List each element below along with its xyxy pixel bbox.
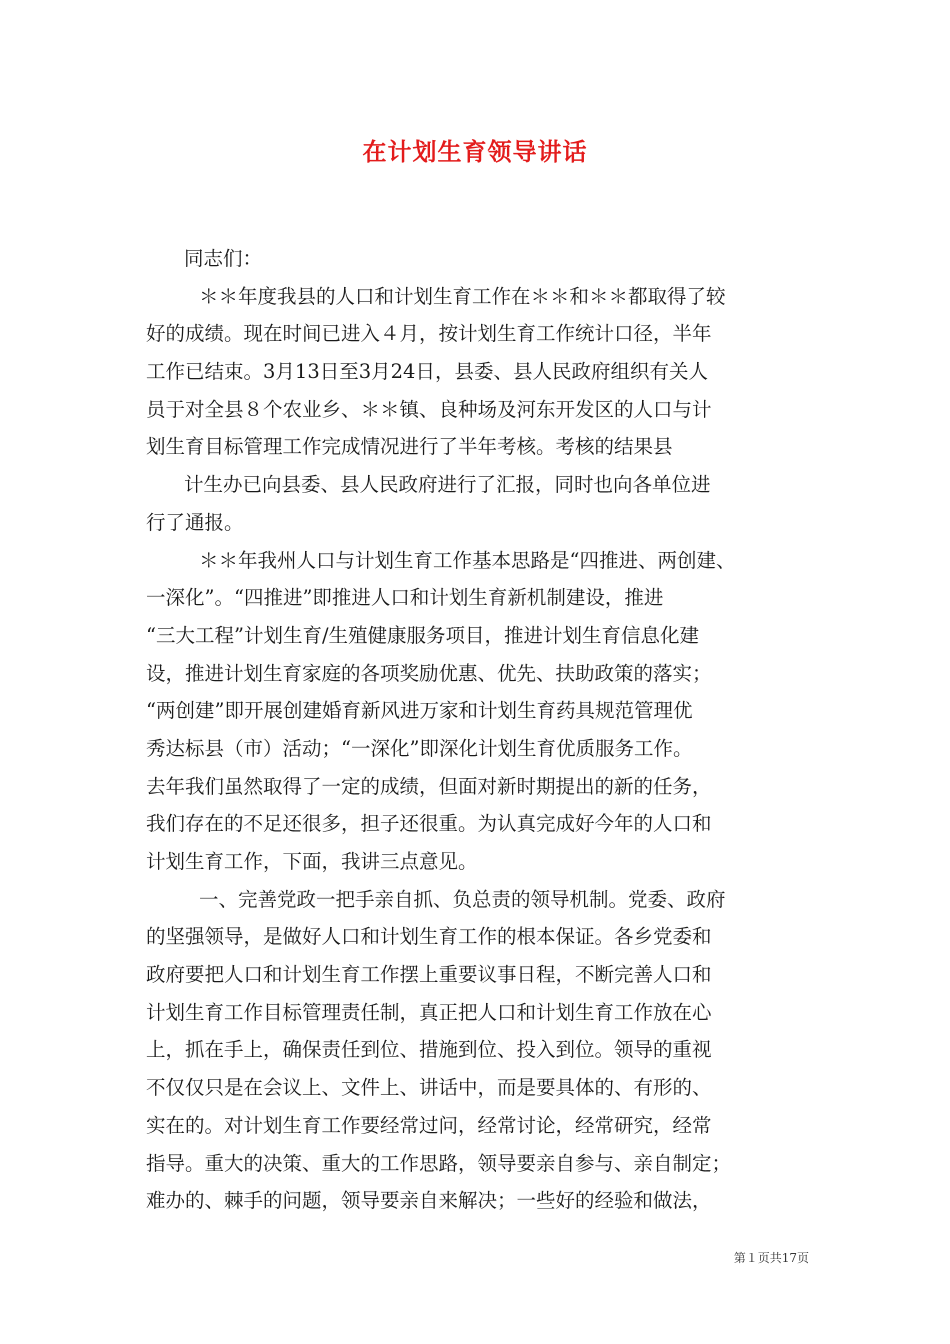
text-line: 设，推进计划生育家庭的各项奖励优惠、优先、扶助政策的落实； bbox=[146, 661, 712, 685]
text-line: ＊＊年度我县的人口和计划生育工作在＊＊和＊＊都取得了较 bbox=[199, 284, 726, 308]
text-line: 一、完善党政一把手亲自抓、负总责的领导机制。党委、政府 bbox=[199, 887, 726, 911]
text-line: 的坚强领导，是做好人口和计划生育工作的根本保证。各乡党委和 bbox=[146, 925, 712, 949]
text-line: “两创建”即开展创建婚育新风进万家和计划生育药具规范管理优 bbox=[146, 699, 693, 723]
text-line: 工作已结束。3月13日至3月24日，县委、县人民政府组织有关人 bbox=[146, 360, 708, 384]
text-line: “三大工程”计划生育/生殖健康服务项目，推进计划生育信息化建 bbox=[146, 623, 700, 647]
text-line: 我们存在的不足还很多，担子还很重。为认真完成好今年的人口和 bbox=[146, 812, 712, 836]
document-body bbox=[146, 240, 806, 1220]
text-line: 秀达标县（市）活动；“一深化”即深化计划生育优质服务工作。 bbox=[146, 736, 693, 760]
text-line: 难办的、棘手的问题，领导要亲自来解决；一些好的经验和做法， bbox=[146, 1189, 712, 1213]
document-title: 在计划生育领导讲话 bbox=[362, 137, 588, 166]
text-line: 行了通报。 bbox=[146, 510, 244, 534]
paragraph-3 bbox=[146, 542, 806, 881]
text-line: 上，抓在手上，确保责任到位、措施到位、投入到位。领导的重视 bbox=[146, 1038, 712, 1062]
text-line: 计划生育工作目标管理责任制，真正把人口和计划生育工作放在心 bbox=[146, 1000, 712, 1024]
text-line: 计划生育工作，下面，我讲三点意见。 bbox=[146, 850, 478, 873]
paragraph-1 bbox=[146, 278, 806, 466]
text-line: 计生办已向县委、县人民政府进行了汇报，同时也向各单位进 bbox=[184, 473, 711, 497]
text-line: 指导。重大的决策、重大的工作思路，领导要亲自参与、亲自制定； bbox=[146, 1151, 732, 1175]
paragraph-2 bbox=[146, 466, 806, 541]
text-line: 划生育目标管理工作完成情况进行了半年考核。考核的结果县 bbox=[146, 435, 673, 459]
text-line: 实在的。对计划生育工作要经常过问，经常讨论，经常研究，经常 bbox=[146, 1113, 712, 1137]
text-line: 去年我们虽然取得了一定的成绩，但面对新时期提出的新的任务， bbox=[146, 774, 712, 798]
text-line: 政府要把人口和计划生育工作摆上重要议事日程，不断完善人口和 bbox=[146, 963, 712, 987]
text-line: ＊＊年我州人口与计划生育工作基本思路是“四推进、两创建、 bbox=[199, 548, 736, 572]
text-line: 好的成绩。现在时间已进入４月，按计划生育工作统计口径，半年 bbox=[146, 322, 712, 346]
text-line: 一深化”。“四推进”即推进人口和计划生育新机制建设，推进 bbox=[146, 586, 664, 610]
page-number: 第１页共17页 bbox=[733, 1251, 809, 1265]
salutation: 同志们： bbox=[184, 247, 263, 270]
text-line: 不仅仅只是在会议上、文件上、讲话中，而是要具体的、有形的、 bbox=[146, 1076, 712, 1100]
paragraph-4 bbox=[146, 881, 806, 1220]
text-line: 员于对全县８个农业乡、＊＊镇、良种场及河东开发区的人口与计 bbox=[146, 397, 712, 421]
